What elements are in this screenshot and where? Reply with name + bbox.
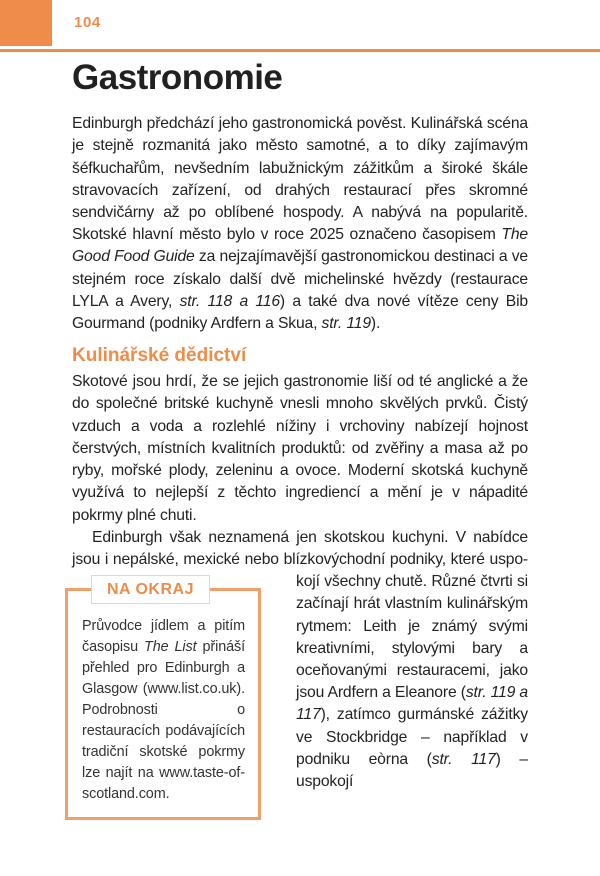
intro-paragraph: Edinburgh předchází jeho gastronomická pověst. Kulinářská scéna je stejně rozmanitá jako město samotné, a to díky zajímavým šéfkuchařům, nevšedním labužnickým zážitkům a široké škále stravovacích zařízení, od drahých restaurací přes skromné sendvičárny až po oblíbené hospody. A nabývá na popularitě. Skotské hlavní město bylo v roce 2025 označeno časopisem The Good Food Guide za nejzajímavější gastronomickou destinaci a ve stejném roce získalo další dvě michelinské hvězdy (restaurace LYLA a Avery, str. 118 a 116) a také dva nové vítěze ceny Bib Gourmand (podniky Ardfern a Skua, str. 119). — [72, 115, 528, 333]
wrap-zone — [72, 571, 528, 803]
city-paragraph-lead: Edinburgh však neznamená jen skotskou kuchyni. V nabídce jsou i nepálské, mexické nebo blízkovýchodní podniky, které uspo- — [72, 528, 528, 568]
header-rule — [0, 49, 600, 52]
sidebar-note-label: NA OKRAJ — [91, 575, 210, 604]
section-heading: Kulinářské dědictví — [72, 345, 247, 367]
corner-accent-block — [0, 0, 52, 46]
sidebar-note-text: Průvodce jídlem a pitím časopisu The List přináší přehled pro Edinburgh a Glasgow (www.list.co.uk). Podrobnosti o restauracích podávajících tradiční skotské pokrmy lze najít na www.taste-of-scotland.com. — [82, 618, 245, 803]
page-title: Gastronomie — [72, 58, 283, 97]
page-content — [72, 58, 528, 876]
heritage-paragraph: Skotové jsou hrdí, že se jejich gastronomie liší od té anglické a že do společné britské kuchyně vnesli mnoho skvělých prvků. Čistý vzduch a voda a rozlehlé nížiny i vrchoviny nabízejí hojnost čerstvých, místních kvalitních produktů: od zvěřiny a masa až po ryby, mořské plody, zeleninu a ovoce. Moderní skotská kuchyně využívá to nejlepší z těchto ingrediencí a mění je v nápadité pokrmy plné chuti. — [72, 373, 528, 524]
sidebar-note — [65, 575, 261, 820]
page-number: 104 — [74, 14, 101, 31]
city-paragraph-rest: kojí všechny chutě. Různé čtvrti si začínají hrát vlastním kulinářským rytmem: Leith je známý svými kreativními, stylovými bary a oceňovanými restauracemi, jako jsou Ardfern a Eleanore (str. 119 a 117), zatímco gurmánské zážitky ve Stockbridge – například v podniku eòrna (str. 117) – uspokojí — [296, 573, 528, 790]
sidebar-note-box — [65, 588, 261, 820]
